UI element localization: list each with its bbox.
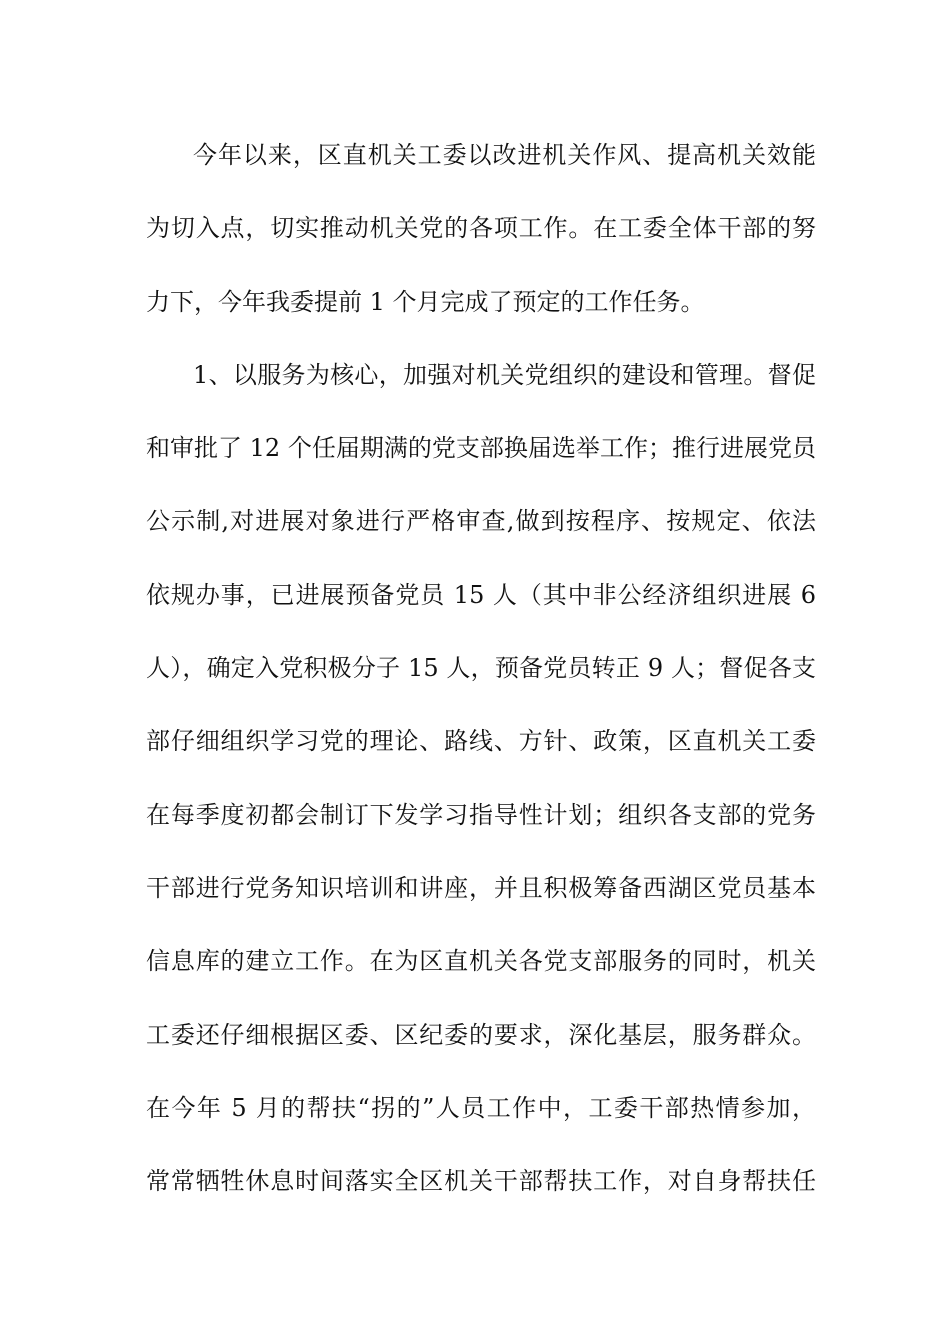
paragraph-2-line-9: 信息库的建立工作。在为区直机关各党支部服务的同时，机关 (146, 947, 816, 976)
paragraph-2-line-3: 公示制,对进展对象进行严格审查,做到按程序、按规定、依法 (146, 507, 816, 536)
paragraph-2-line-10: 工委还仔细根据区委、区纪委的要求，深化基层，服务群众。 (146, 1020, 816, 1049)
paragraph-2-line-2: 和审批了 12 个任届期满的党支部换届选举工作；推行进展党员 (146, 434, 816, 463)
paragraph-2-line-8: 干部进行党务知识培训和讲座，并且积极筹备西湖区党员基本 (146, 873, 816, 902)
paragraph-2-line-7: 在每季度初都会制订下发学习指导性计划；组织各支部的党务 (146, 800, 816, 829)
paragraph-2-line-11: 在今年 5 月的帮扶“拐的”人员工作中，工委干部热情参加， (146, 1093, 816, 1122)
paragraph-2-line-4: 依规办事，已进展预备党员 15 人（其中非公经济组织进展 6 (146, 580, 816, 609)
paragraph-2-line-1: 1、以服务为核心，加强对机关党组织的建设和管理。督促 (193, 360, 816, 389)
document-body (146, 131, 816, 1230)
paragraph-1-line-3: 力下，今年我委提前 1 个月完成了预定的工作任务。 (146, 287, 705, 316)
paragraph-2-line-6: 部仔细组织学习党的理论、路线、方针、政策，区直机关工委 (146, 727, 816, 756)
paragraph-2-line-12: 常常牺牲休息时间落实全区机关干部帮扶工作，对自身帮扶任 (146, 1167, 816, 1196)
paragraph-2-line-5: 人），确定入党积极分子 15 人，预备党员转正 9 人；督促各支 (146, 654, 816, 683)
paragraph-1-line-2: 为切入点，切实推动机关党的各项工作。在工委全体干部的努 (146, 214, 816, 243)
paragraph-1-line-1: 今年以来，区直机关工委以改进机关作风、提高机关效能 (193, 141, 816, 169)
